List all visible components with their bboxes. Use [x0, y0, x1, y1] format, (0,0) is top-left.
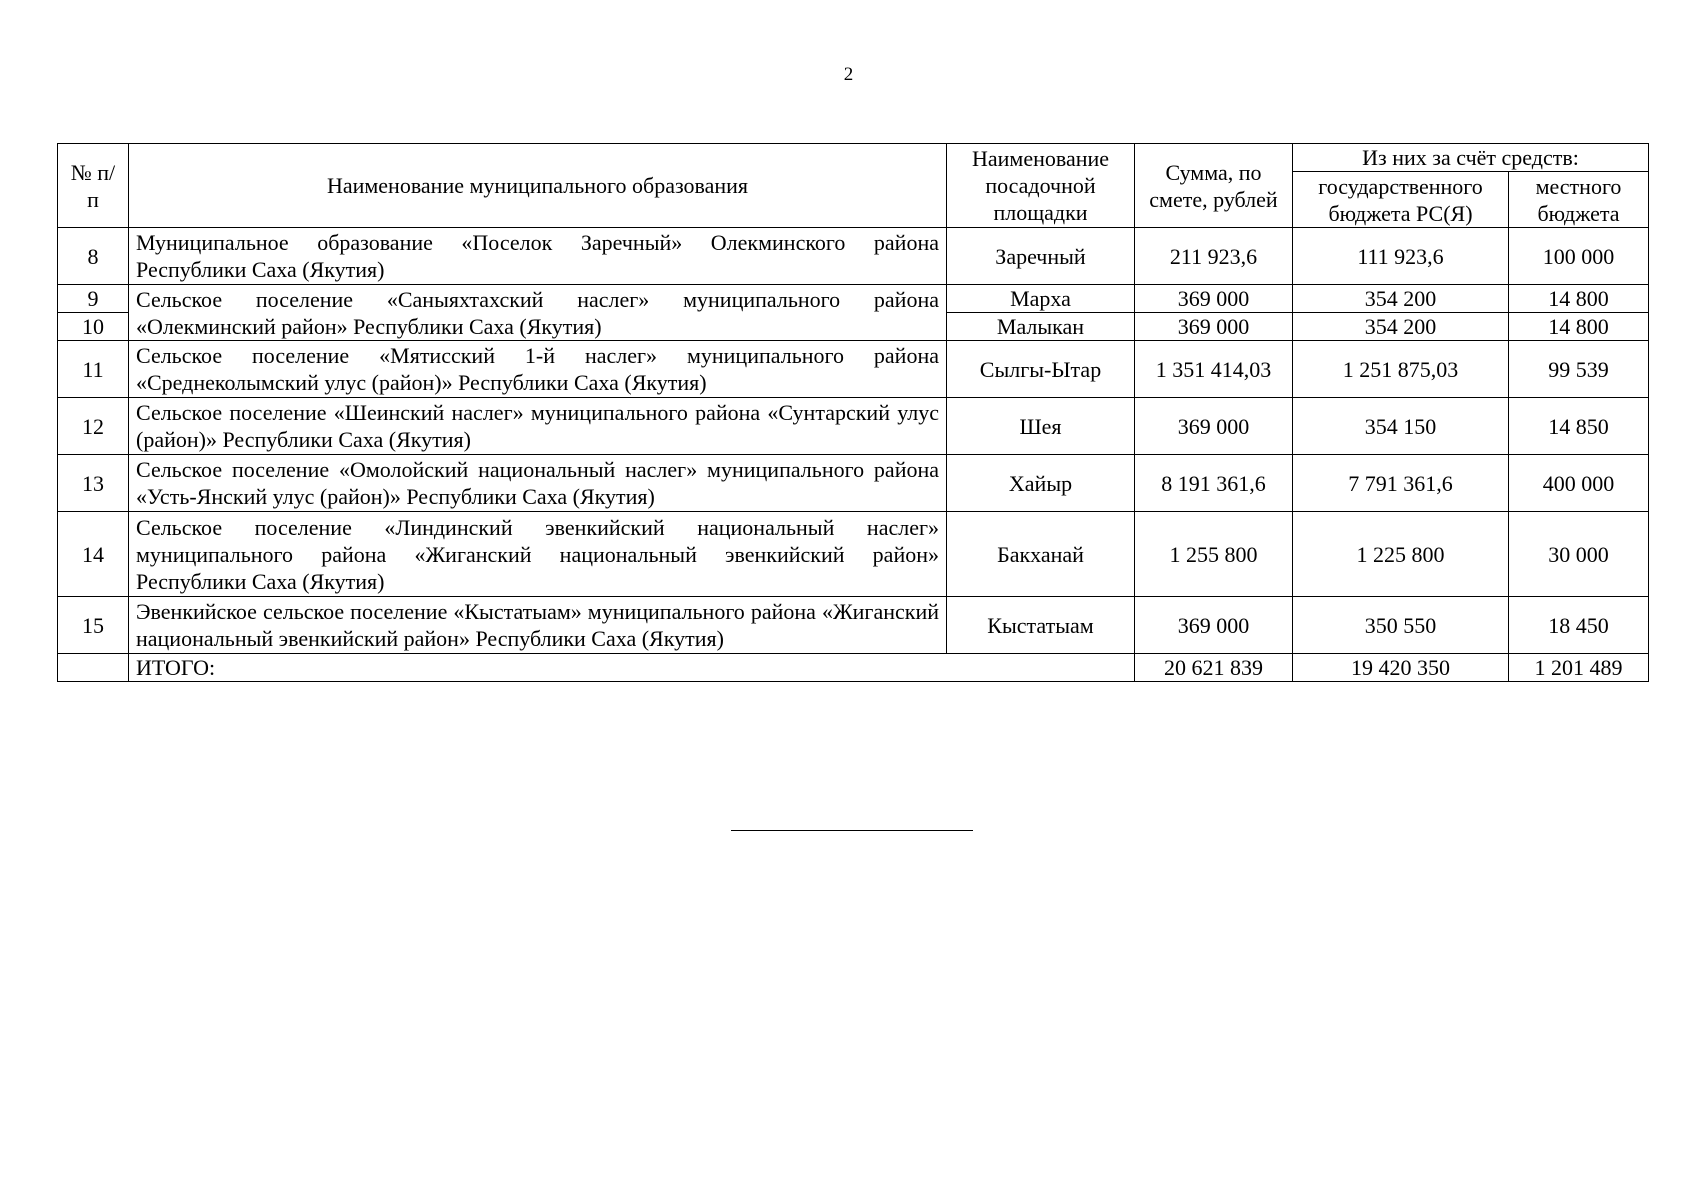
row-local-budget: 400 000	[1509, 455, 1649, 512]
row-num: 13	[58, 455, 129, 512]
row-local-budget: 100 000	[1509, 228, 1649, 285]
row-sum: 211 923,6	[1135, 228, 1293, 285]
row-num: 9	[58, 285, 129, 313]
total-local-budget: 1 201 489	[1509, 654, 1649, 682]
row-state-budget: 354 200	[1293, 313, 1509, 341]
row-sum: 8 191 361,6	[1135, 455, 1293, 512]
row-local-budget: 18 450	[1509, 597, 1649, 654]
row-municipality: Сельское поселение «Мятисский 1-й наслег» муниципального района «Среднеколымский улус (район)» Республики Саха (Якутия)	[129, 341, 947, 398]
table-row	[58, 597, 1649, 654]
row-municipality: Эвенкийское сельское поселение «Кыстатыам» муниципального района «Жиганский национальный эвенкийский район» Республики Саха (Якутия)	[129, 597, 947, 654]
row-municipality: Сельское поселение «Саныяхтахский наслег» муниципального района «Олекминский район» Республики Саха (Якутия)	[129, 285, 947, 341]
row-site: Бакханай	[947, 512, 1135, 597]
row-local-budget: 14 800	[1509, 285, 1649, 313]
table-row	[58, 228, 1649, 285]
row-municipality: Сельское поселение «Шеинский наслег» муниципального района «Сунтарский улус (район)» Республики Саха (Якутия)	[129, 398, 947, 455]
row-state-budget: 7 791 361,6	[1293, 455, 1509, 512]
total-state-budget: 19 420 350	[1293, 654, 1509, 682]
row-site: Хайыр	[947, 455, 1135, 512]
budget-table	[57, 143, 1649, 682]
row-site: Шея	[947, 398, 1135, 455]
table-row	[58, 455, 1649, 512]
row-local-budget: 99 539	[1509, 341, 1649, 398]
total-sum: 20 621 839	[1135, 654, 1293, 682]
row-num: 10	[58, 313, 129, 341]
row-local-budget: 30 000	[1509, 512, 1649, 597]
row-sum: 369 000	[1135, 313, 1293, 341]
row-municipality: Сельское поселение «Линдинский эвенкийский национальный наслег» муниципального района «Жиганский национальный эвенкийский район» Республики Саха (Якутия)	[129, 512, 947, 597]
table-row	[58, 512, 1649, 597]
closing-line	[731, 830, 973, 831]
total-num-cell	[58, 654, 129, 682]
table-row	[58, 285, 1649, 313]
total-label: ИТОГО:	[129, 654, 1135, 682]
header-num: № п/п	[58, 144, 129, 228]
row-num: 14	[58, 512, 129, 597]
row-state-budget: 1 251 875,03	[1293, 341, 1509, 398]
row-num: 8	[58, 228, 129, 285]
row-sum: 369 000	[1135, 285, 1293, 313]
row-state-budget: 350 550	[1293, 597, 1509, 654]
row-municipality: Сельское поселение «Омолойский национальный наслег» муниципального района «Усть-Янский улус (район)» Республики Саха (Якутия)	[129, 455, 947, 512]
row-num: 15	[58, 597, 129, 654]
row-sum: 369 000	[1135, 597, 1293, 654]
header-state-budget: государственного бюджета РС(Я)	[1293, 172, 1509, 228]
row-local-budget: 14 850	[1509, 398, 1649, 455]
total-row	[58, 654, 1649, 682]
row-state-budget: 1 225 800	[1293, 512, 1509, 597]
row-site: Кыстатыам	[947, 597, 1135, 654]
row-site: Марха	[947, 285, 1135, 313]
row-sum: 1 351 414,03	[1135, 341, 1293, 398]
row-site: Малыкан	[947, 313, 1135, 341]
row-sum: 369 000	[1135, 398, 1293, 455]
header-municipality: Наименование муниципального образования	[129, 144, 947, 228]
row-site: Заречный	[947, 228, 1135, 285]
row-municipality: Муниципальное образование «Поселок Заречный» Олекминского района Республики Саха (Якутия)	[129, 228, 947, 285]
row-num: 11	[58, 341, 129, 398]
page-number: 2	[843, 64, 854, 85]
table-header-row	[58, 144, 1649, 172]
row-state-budget: 111 923,6	[1293, 228, 1509, 285]
table-row	[58, 341, 1649, 398]
row-state-budget: 354 150	[1293, 398, 1509, 455]
header-site: Наименование посадочной площадки	[947, 144, 1135, 228]
row-state-budget: 354 200	[1293, 285, 1509, 313]
header-sum: Сумма, по смете, рублей	[1135, 144, 1293, 228]
row-num: 12	[58, 398, 129, 455]
header-local-budget: местного бюджета	[1509, 172, 1649, 228]
row-local-budget: 14 800	[1509, 313, 1649, 341]
header-funding-group: Из них за счёт средств:	[1293, 144, 1649, 172]
table-row	[58, 398, 1649, 455]
row-site: Сылгы-Ытар	[947, 341, 1135, 398]
row-sum: 1 255 800	[1135, 512, 1293, 597]
